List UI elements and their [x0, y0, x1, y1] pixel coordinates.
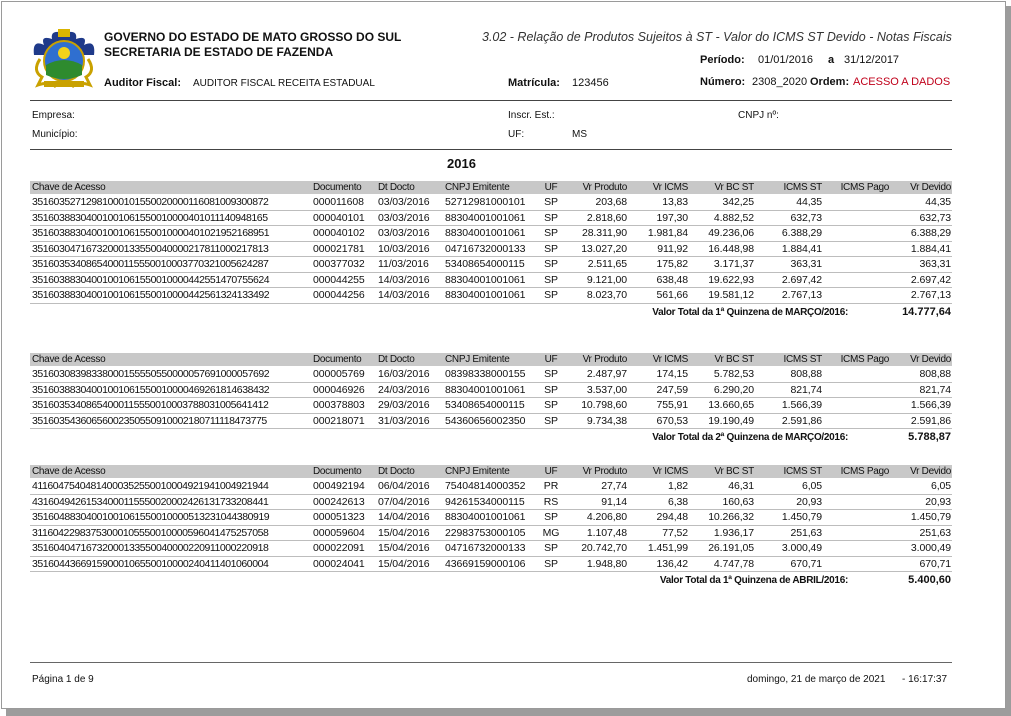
cell-vr-bc-st: 19.581,12: [708, 289, 754, 301]
cell-icms-st: 44,35: [796, 196, 822, 208]
cell-vr-devido: 251,63: [919, 526, 951, 539]
table-row: [30, 495, 952, 509]
cell-vr-icms: 1,82: [667, 480, 688, 492]
column-header-documento: Documento: [313, 354, 362, 365]
cell-cnpj-emitente: 88304001001061: [445, 273, 526, 286]
column-header-vr-devido: Vr Devido: [910, 182, 951, 193]
cell-documento: 000242613: [313, 495, 365, 508]
cell-icms-st: 6.388,29: [781, 227, 822, 239]
cell-documento: 000024041: [313, 557, 365, 570]
column-header-vr-bc-st: Vr BC ST: [714, 354, 754, 365]
group-total-label: Valor Total da 1ª Quinzena de ABRIL/2016:: [659, 575, 848, 586]
cell-vr-bc-st: 26.191,05: [708, 542, 754, 554]
cell-vr-bc-st: 5.782,53: [713, 368, 754, 380]
cell-cnpj-emitente: 04716732000133: [445, 242, 526, 255]
cell-icms-st: 2.767,13: [781, 289, 822, 301]
cell-icms-st: 363,31: [790, 258, 822, 270]
periodo-inicio: 01/01/2016: [758, 54, 814, 66]
cell-documento: 000378803: [313, 399, 365, 411]
column-header-uf: UF: [544, 182, 558, 193]
cell-dt-docto: 03/03/2016: [378, 211, 430, 224]
group-total-value: 5.788,87: [908, 431, 951, 443]
cell-vr-bc-st: 19.622,93: [708, 273, 754, 286]
cell-uf: RS: [543, 495, 559, 508]
table-row: [30, 479, 952, 493]
cell-vr-icms: 294,48: [656, 511, 688, 523]
table-row: [30, 383, 952, 397]
group-total-value: 14.777,64: [902, 305, 951, 318]
cell-vr-produto: 2.487,97: [586, 368, 627, 380]
cell-vr-icms: 1.981,84: [647, 227, 688, 239]
secretariat-name: SECRETARIA DE ESTADO DE FAZENDA: [104, 45, 334, 59]
cell-vr-produto: 13.027,20: [581, 242, 627, 255]
cell-uf: SP: [544, 227, 558, 239]
cell-vr-icms: 174,15: [656, 368, 688, 380]
cell-vr-devido: 2.697,42: [910, 273, 951, 286]
cell-vr-produto: 203,68: [595, 196, 627, 208]
cell-icms-st: 821,74: [790, 383, 822, 396]
cell-vr-devido: 44,35: [925, 196, 951, 208]
cell-icms-st: 632,73: [790, 211, 822, 224]
cell-dt-docto: 15/04/2016: [378, 557, 430, 570]
column-header-icms-pago: ICMS Pago: [840, 466, 889, 477]
cell-dt-docto: 10/03/2016: [378, 242, 430, 255]
cell-uf: SP: [544, 399, 558, 411]
cell-dt-docto: 15/04/2016: [378, 526, 430, 539]
column-header-icms-st: ICMS ST: [783, 466, 822, 477]
cell-vr-bc-st: 10.266,32: [708, 511, 754, 523]
inscr-est-label: Inscr. Est.:: [508, 110, 555, 121]
cell-documento: 000021781: [313, 242, 365, 255]
cell-dt-docto: 06/04/2016: [378, 480, 430, 492]
page-shadow-right: [1006, 6, 1011, 710]
table-row: [30, 541, 952, 555]
table-row: [30, 398, 952, 412]
cell-dt-docto: 07/04/2016: [378, 495, 430, 508]
cell-vr-devido: 1.566,39: [910, 399, 951, 411]
cell-cnpj-emitente: 22983753000105: [445, 526, 526, 539]
auditor-label: Auditor Fiscal:: [104, 77, 182, 89]
cell-cnpj-emitente: 88304001001061: [445, 211, 526, 224]
group-total-label: Valor Total da 2ª Quinzena de MARÇO/2016:: [652, 432, 848, 443]
cell-dt-docto: 15/04/2016: [378, 542, 430, 554]
cell-cnpj-emitente: 54360656002350: [445, 414, 526, 427]
cell-uf: SP: [544, 242, 558, 255]
cell-vr-produto: 2.511,65: [587, 258, 627, 270]
table-row: [30, 257, 952, 271]
cell-vr-devido: 1.450,79: [910, 511, 951, 523]
cell-chave-acesso: 35160354360656002350550910002180711118473775: [32, 414, 267, 427]
table-row: [30, 242, 952, 256]
column-header-vr-bc-st: Vr BC ST: [714, 466, 754, 477]
uf-label: UF:: [508, 129, 525, 140]
cell-vr-produto: 28.311,90: [581, 227, 627, 239]
cell-chave-acesso: 35160304716732000133550040000217811000217813: [32, 242, 269, 255]
column-header-vr-devido: Vr Devido: [910, 354, 951, 365]
cell-vr-icms: 197,30: [656, 211, 688, 224]
cell-vr-icms: 561,66: [656, 289, 688, 301]
cell-chave-acesso: 35160443669159000106550010000240411401060004: [32, 557, 269, 570]
cell-uf: SP: [544, 289, 558, 301]
cell-vr-devido: 20,93: [925, 495, 951, 508]
cell-dt-docto: 14/03/2016: [378, 273, 430, 286]
row-divider: [30, 571, 952, 572]
column-header-vr-devido: Vr Devido: [910, 466, 951, 477]
cell-documento: 000005769: [313, 368, 365, 380]
cell-vr-icms: 670,53: [656, 414, 688, 427]
cell-vr-produto: 2.818,60: [586, 211, 627, 224]
cell-chave-acesso: 35160388304001001061550010000401021952168951: [32, 227, 270, 239]
cell-vr-bc-st: 1.936,17: [713, 526, 754, 539]
table-row: [30, 414, 952, 428]
cell-icms-st: 2.697,42: [781, 273, 822, 286]
cell-dt-docto: 11/03/2016: [378, 258, 429, 270]
cell-vr-bc-st: 4.882,52: [713, 211, 754, 224]
cell-vr-devido: 6,05: [930, 480, 951, 492]
column-header-vr-icms: Vr ICMS: [652, 466, 688, 477]
table-row: [30, 526, 952, 540]
year-heading: 2016: [447, 156, 476, 171]
cell-icms-st: 3.000,49: [781, 542, 822, 554]
cell-vr-devido: 363,31: [919, 258, 951, 270]
cell-vr-produto: 91,14: [601, 495, 627, 508]
cell-icms-st: 1.566,39: [781, 399, 822, 411]
cell-documento: 000046926: [313, 383, 365, 396]
cell-vr-devido: 1.884,41: [910, 242, 951, 255]
numero-value: 2308_2020: [752, 76, 808, 88]
cell-vr-produto: 20.742,70: [581, 542, 627, 554]
cell-documento: 000059604: [313, 526, 365, 539]
cell-documento: 000044256: [313, 289, 365, 301]
cell-uf: SP: [544, 383, 558, 396]
cell-chave-acesso: 35160353408654000115550010003770321005624287: [32, 258, 269, 270]
table-row: [30, 226, 952, 240]
column-header-icms-pago: ICMS Pago: [840, 182, 889, 193]
cell-chave-acesso: 43160494261534000115550020002426131733208441: [32, 495, 269, 508]
row-divider: [30, 303, 952, 304]
column-header-vr-icms: Vr ICMS: [652, 354, 688, 365]
cell-vr-bc-st: 16.448,98: [708, 242, 754, 255]
table-row: [30, 273, 952, 287]
cell-uf: PR: [543, 480, 559, 492]
column-header-vr-produto: Vr Produto: [582, 182, 627, 193]
cell-uf: SP: [544, 557, 558, 570]
column-header-vr-produto: Vr Produto: [582, 466, 627, 477]
cell-uf: SP: [544, 211, 558, 224]
cell-dt-docto: 03/03/2016: [378, 227, 430, 239]
column-header-icms-st: ICMS ST: [783, 182, 822, 193]
cell-uf: SP: [544, 511, 558, 523]
cell-cnpj-emitente: 88304001001061: [445, 511, 526, 523]
cell-chave-acesso: 35160488304001001061550010000513231044380919: [32, 511, 270, 523]
cell-chave-acesso: 31160422983753000105550010000596041475257058: [32, 526, 269, 539]
cell-dt-docto: 29/03/2016: [378, 399, 430, 411]
table-row: [30, 195, 952, 209]
cell-cnpj-emitente: 04716732000133: [445, 542, 526, 554]
cell-vr-devido: 2.591,86: [910, 414, 951, 427]
table-row: [30, 367, 952, 381]
footer-date: domingo, 21 de março de 2021: [747, 674, 886, 685]
cell-chave-acesso: 35160353408654000115550010003788031005641412: [32, 399, 269, 411]
cell-vr-produto: 9.734,38: [586, 414, 627, 427]
column-header-cnpj-emitente: CNPJ Emitente: [445, 466, 510, 477]
column-header-vr-produto: Vr Produto: [582, 354, 627, 365]
cell-dt-docto: 31/03/2016: [378, 414, 430, 427]
table-row: [30, 288, 952, 302]
numero-label: Número:: [700, 76, 746, 88]
cell-dt-docto: 16/03/2016: [378, 368, 430, 380]
column-header-documento: Documento: [313, 466, 362, 477]
cell-chave-acesso: 35160388304001001061550010000442551470755624: [32, 273, 270, 286]
table-header: [30, 181, 952, 194]
cell-vr-icms: 136,42: [656, 557, 688, 570]
footer-time: - 16:17:37: [902, 674, 948, 685]
uf-value: MS: [572, 129, 587, 140]
column-header-vr-icms: Vr ICMS: [652, 182, 688, 193]
cell-uf: SP: [544, 414, 558, 427]
column-header-icms-pago: ICMS Pago: [840, 354, 889, 365]
cell-documento: 000011608: [313, 196, 364, 208]
cell-documento: 000218071: [313, 414, 365, 427]
cell-cnpj-emitente: 88304001001061: [445, 227, 526, 239]
column-header-uf: UF: [544, 466, 558, 477]
column-header-dt-docto: Dt Docto: [378, 182, 415, 193]
cell-vr-produto: 1.107,48: [586, 526, 627, 539]
cell-cnpj-emitente: 53408654000115: [445, 399, 525, 411]
cnpj-label: CNPJ nº:: [738, 110, 779, 121]
cell-cnpj-emitente: 94261534000115: [445, 495, 525, 508]
cell-dt-docto: 24/03/2016: [378, 383, 430, 396]
cell-vr-produto: 9.121,00: [586, 273, 627, 286]
cell-vr-devido: 3.000,49: [910, 542, 951, 554]
cell-chave-acesso: 35160352712981000101550020000116081009300872: [32, 196, 269, 208]
cell-cnpj-emitente: 75404814000352: [445, 480, 526, 492]
cell-vr-icms: 13,83: [662, 196, 688, 208]
cell-cnpj-emitente: 88304001001061: [445, 289, 526, 301]
cell-vr-bc-st: 6.290,20: [713, 383, 754, 396]
ordem-value: ACESSO A DADOS: [853, 76, 951, 88]
page-number: Página 1 de 9: [32, 674, 94, 685]
cell-uf: SP: [544, 273, 558, 286]
cell-vr-icms: 911,92: [657, 242, 688, 255]
column-header-dt-docto: Dt Docto: [378, 466, 415, 477]
column-header-chave-acesso: Chave de Acesso: [32, 354, 106, 365]
column-header-vr-bc-st: Vr BC ST: [714, 182, 754, 193]
cell-vr-bc-st: 3.171,37: [713, 258, 754, 270]
cell-uf: SP: [544, 258, 558, 270]
periodo-separator: a: [828, 54, 835, 66]
cell-vr-icms: 175,82: [656, 258, 688, 270]
footer-divider: [30, 662, 952, 663]
column-header-uf: UF: [544, 354, 558, 365]
cell-icms-st: 1.884,41: [781, 242, 822, 255]
government-name: GOVERNO DO ESTADO DE MATO GROSSO DO SUL: [104, 30, 402, 44]
cell-documento: 000044255: [313, 273, 365, 286]
table-row: [30, 557, 952, 571]
row-divider: [30, 428, 952, 429]
cell-vr-devido: 6.388,29: [910, 227, 951, 239]
cell-vr-produto: 4.206,80: [586, 511, 627, 523]
page-shadow-bottom: [6, 709, 1011, 716]
municipio-label: Município:: [32, 129, 78, 140]
matricula-value: 123456: [572, 77, 609, 89]
header-divider: [30, 100, 952, 101]
cell-documento: 000377032: [313, 258, 365, 270]
empresa-label: Empresa:: [32, 110, 75, 121]
cell-vr-devido: 2.767,13: [910, 289, 951, 301]
cell-documento: 000051323: [313, 511, 365, 523]
empresa-divider: [30, 149, 952, 150]
cell-uf: SP: [544, 368, 558, 380]
group-total-label: Valor Total da 1ª Quinzena de MARÇO/2016:: [652, 306, 848, 318]
column-header-cnpj-emitente: CNPJ Emitente: [445, 182, 510, 193]
cell-vr-bc-st: 46,31: [728, 480, 754, 492]
cell-chave-acesso: 35160308398338000155550550000057691000057692: [32, 368, 270, 380]
table-row: [30, 510, 952, 524]
cell-chave-acesso: 41160475404814000352550010004921941004921944: [32, 480, 269, 492]
group-total-value: 5.400,60: [908, 574, 951, 586]
cell-chave-acesso: 35160388304001001061550010000442561324133492: [32, 289, 270, 301]
cell-vr-produto: 8.023,70: [586, 289, 627, 301]
auditor-value: AUDITOR FISCAL RECEITA ESTADUAL: [193, 78, 375, 89]
column-header-cnpj-emitente: CNPJ Emitente: [445, 354, 510, 365]
cell-uf: MG: [542, 526, 560, 539]
cell-vr-devido: 821,74: [919, 383, 951, 396]
cell-cnpj-emitente: 43669159000106: [445, 557, 526, 570]
cell-icms-st: 1.450,79: [781, 511, 822, 523]
periodo-label: Período:: [700, 54, 745, 66]
table-row: [30, 211, 952, 225]
cell-documento: 000040102: [313, 227, 365, 239]
cell-vr-devido: 808,88: [919, 368, 951, 380]
cell-vr-produto: 27,74: [601, 480, 627, 492]
cell-cnpj-emitente: 08398338000155: [445, 368, 526, 380]
periodo-fim: 31/12/2017: [844, 54, 900, 66]
state-coat-of-arms-icon: [30, 25, 98, 91]
column-header-icms-st: ICMS ST: [783, 354, 822, 365]
cell-vr-bc-st: 13.660,65: [708, 399, 754, 411]
cell-icms-st: 2.591,86: [781, 414, 822, 427]
report-title: 3.02 - Relação de Produtos Sujeitos à ST - Valor do ICMS ST Devido - Notas Fiscais: [482, 30, 952, 44]
cell-vr-icms: 1.451,99: [647, 542, 688, 554]
cell-icms-st: 20,93: [796, 495, 822, 508]
cell-icms-st: 670,71: [790, 557, 822, 570]
table-header: [30, 465, 952, 478]
cell-vr-bc-st: 4.747,78: [713, 557, 754, 570]
cell-vr-icms: 77,52: [662, 526, 688, 539]
cell-vr-produto: 3.537,00: [586, 383, 627, 396]
column-header-documento: Documento: [313, 182, 362, 193]
cell-vr-bc-st: 160,63: [722, 495, 754, 508]
cell-documento: 000022091: [313, 542, 365, 554]
cell-chave-acesso: 35160388304001001061550010000469261814638432: [32, 383, 270, 396]
column-header-dt-docto: Dt Docto: [378, 354, 415, 365]
cell-documento: 000492194: [313, 480, 365, 492]
cell-vr-produto: 10.798,60: [581, 399, 627, 411]
cell-icms-st: 6,05: [801, 480, 822, 492]
cell-dt-docto: 03/03/2016: [378, 196, 430, 208]
cell-uf: SP: [544, 196, 558, 208]
matricula-label: Matrícula:: [508, 77, 560, 89]
cell-vr-bc-st: 19.190,49: [708, 414, 754, 427]
ordem-label: Ordem:: [810, 76, 850, 88]
cell-cnpj-emitente: 52712981000101: [445, 196, 526, 208]
cell-vr-icms: 638,48: [656, 273, 688, 286]
table-header: [30, 353, 952, 366]
cell-icms-st: 808,88: [790, 368, 822, 380]
cell-vr-icms: 755,91: [656, 399, 688, 411]
cell-vr-devido: 670,71: [919, 557, 951, 570]
cell-cnpj-emitente: 88304001001061: [445, 383, 526, 396]
cell-vr-icms: 6,38: [667, 495, 688, 508]
cell-chave-acesso: 35160388304001001061550010000401011140948165: [32, 211, 268, 224]
cell-dt-docto: 14/04/2016: [378, 511, 430, 523]
column-header-chave-acesso: Chave de Acesso: [32, 182, 106, 193]
cell-chave-acesso: 35160404716732000133550040000220911000220918: [32, 542, 269, 554]
cell-vr-produto: 1.948,80: [586, 557, 627, 570]
cell-documento: 000040101: [313, 211, 365, 224]
cell-vr-devido: 632,73: [919, 211, 951, 224]
cell-uf: SP: [544, 542, 558, 554]
cell-vr-bc-st: 342,25: [722, 196, 754, 208]
cell-dt-docto: 14/03/2016: [378, 289, 430, 301]
cell-cnpj-emitente: 53408654000115: [445, 258, 525, 270]
column-header-chave-acesso: Chave de Acesso: [32, 466, 106, 477]
cell-vr-bc-st: 49.236,06: [708, 227, 754, 239]
cell-vr-icms: 247,59: [656, 383, 688, 396]
cell-icms-st: 251,63: [790, 526, 822, 539]
